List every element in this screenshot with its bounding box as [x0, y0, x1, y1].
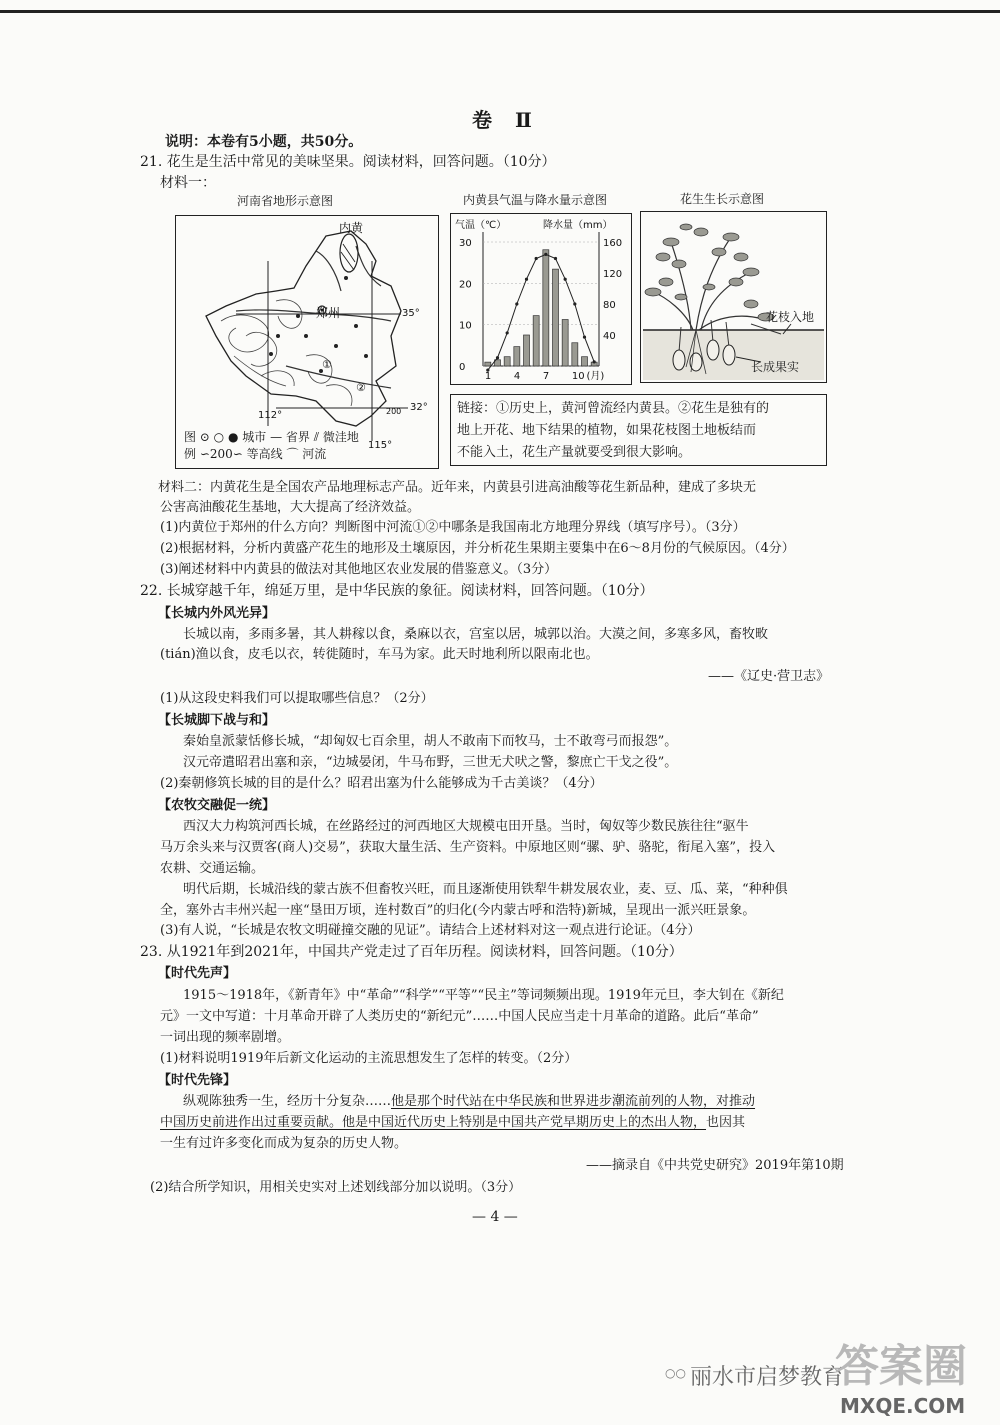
q23-question1: (1)材料说明1919年后新文化运动的主流思想发生了怎样的转变。（2分）: [160, 1051, 578, 1066]
left-axis-title: 气温（℃）: [455, 220, 507, 231]
temperature-point: [593, 360, 596, 363]
q22-section1-line2: (tián)渔以食，皮毛以衣，转徙随时，车马为家。此天时地利所以限南北也。: [160, 647, 599, 662]
q23-stem: 23. 从1921年到2021年，中国共产党走过了百年历程。阅读材料，回答问题。（10分）: [140, 944, 683, 960]
q23-section2-line2-underlined: 中国历史前进作出过重要贡献。他是中国近代历史上特别是中国共产党早期历史上的杰出人物，: [160, 1115, 707, 1130]
q21-question2: (2)根据材料，分析内黄盛产花生的地形及土壤原因，并分析花生果期主要集中在6～8月份的气候原因。（4分）: [160, 541, 795, 556]
rivers: [236, 246, 391, 388]
map-caption: 河南省地形示意图: [237, 194, 334, 208]
label-contour200: 200: [386, 407, 402, 416]
label-lon115: 115°: [368, 440, 393, 451]
q22-section2-line2: 汉元帝遣昭君出塞和亲，“边城晏闭，牛马布野，三世无犬吠之警，黎庶亡干戈之役”。: [183, 755, 678, 770]
temperature-point: [515, 302, 518, 305]
q22-question3: (3)有人说，“长城是农牧文明碰撞交融的见证”。请结合上述材料对这一观点进行论证。（4分）: [160, 923, 701, 938]
watermark-site: MXQE.COM: [840, 1394, 966, 1418]
link-line1: 链接：①历史上，黄河曾流经内黄县。②花生是独有的: [457, 401, 770, 416]
label-lon112: 112°: [258, 410, 283, 421]
city-dots: [269, 276, 368, 373]
precip-bar: [485, 362, 491, 366]
q22-section3-title: 【农牧交融促一统】: [158, 798, 276, 813]
q22-question2: (2)秦朝修筑长城的目的是什么？昭君出塞为什么能够成为千古美谈？（4分）: [160, 776, 603, 791]
temperature-point: [535, 257, 538, 260]
precip-bar: [572, 343, 578, 366]
link-line2: 地上开花、地下结果的植物，如果花枝图土地板结而: [457, 423, 757, 438]
x-tick-label: 4: [513, 371, 521, 382]
link-line3: 不能入土，花生产量就要受到很大影响。: [457, 445, 692, 460]
precip-bar: [504, 357, 510, 366]
right-axis-title: 降水量（mm）: [543, 220, 613, 231]
temperature-point: [496, 356, 499, 359]
q21-question3: (3)阐述材料中内黄县的做法对其他地区农业发展的借鉴意义。（3分）: [160, 562, 558, 577]
q23-section2-line3: 一生有过许多变化而成为复杂的历史人物。: [160, 1136, 408, 1151]
left-tick-label: 0: [459, 362, 466, 373]
q23-section1-title: 【时代先声】: [158, 966, 237, 981]
q22-section2-title: 【长城脚下战与和】: [158, 713, 276, 728]
climate-chart-svg: [451, 214, 631, 384]
q23-section2-line1: [183, 1093, 755, 1110]
instructions: 说明：本卷有5小题，共50分。: [165, 134, 363, 150]
temperature-point: [506, 331, 509, 334]
precip-bar: [553, 269, 559, 366]
temperature-point: [544, 253, 547, 256]
q22-section3-line3: 农耕、交通运输。: [160, 861, 265, 876]
q22-section2-line1: 秦始皇派蒙恬修长城，“却匈奴七百余里，胡人不敢南下而牧马，士不敢弯弓而报怨”。: [183, 734, 678, 749]
precip-bar: [524, 335, 530, 366]
peanut-plant-svg: [641, 212, 826, 382]
right-tick-label: 160: [603, 238, 623, 249]
leaves: [645, 224, 774, 321]
q23-section1-line2: 元》一文中写道：十月革命开辟了人类历史的“新纪元”……中国人民应当走十月革命的道路。此后“革命”: [160, 1009, 759, 1024]
section-title: 卷 Ⅱ: [472, 108, 540, 132]
precip-bar: [562, 320, 568, 367]
peanut-growth-illustration: [640, 211, 827, 383]
precip-bar: [543, 250, 549, 366]
x-tick-label: (月): [586, 371, 605, 382]
q22-section1-title: 【长城内外风光异】: [158, 606, 276, 621]
q22-section3-line2: 马万余头来与汉贾客(商人)交易”，获取大量生活、生产资料。中原地区则“骡、驴、骆驼，衔尾入塞”，投入: [160, 840, 776, 855]
climate-caption: 内黄县气温与降水量示意图: [463, 193, 608, 207]
label-zhengzhou: 郑州: [316, 306, 341, 320]
temperature-point: [525, 278, 528, 281]
wechat-icon: ○○: [665, 1366, 686, 1380]
q23-question2: (2)结合所学知识，用相关史实对上述划线部分加以说明。（3分）: [150, 1180, 522, 1195]
henan-terrain-map: [175, 215, 439, 469]
label-lat35: 35°: [402, 308, 420, 319]
q23-section1-line1: 1915～1918年，《新青年》中“革命”“科学”“平等”“民主”等词频频出现。1919年元旦，李大钊在《新纪: [183, 988, 784, 1003]
q23-section2-source: ——摘录自《中共党史研究》2019年第10期: [586, 1158, 844, 1173]
x-tick-label: 7: [542, 371, 550, 382]
top-border-line: [0, 10, 1000, 13]
link-note-box: [450, 394, 827, 466]
temperature-point: [554, 257, 557, 260]
q22-section3-line1: 西汉大力构筑河西长城，在丝路经过的河西地区大规模屯田开垦。当时，匈奴等少数民族往往“驱牛: [183, 819, 749, 834]
q21-question1: (1)内黄位于郑州的什么方向？判断图中河流①②中哪条是我国南北方地理分界线（填写序号）。（3分）: [160, 520, 746, 535]
right-tick-label: 120: [603, 269, 623, 280]
watermark-seal: 答案圈: [835, 1341, 967, 1392]
q23-section2-line2-plain: 也因其: [706, 1115, 746, 1130]
q22-section1-line1: 长城以南，多雨多暑，其人耕稼以食，桑麻以衣，宫室以居，城郭以治。大漠之间，多寒多风，畜牧畋: [183, 627, 769, 642]
q22-section3-line5: 全，塞外古丰州兴起一座“垦田万顷，连村数百”的归化(今内蒙古呼和浩特)新城，呈现出一派兴旺景象。: [160, 903, 756, 918]
precip-bar: [533, 316, 539, 366]
left-tick-label: 30: [459, 238, 472, 249]
label-lat32: 32°: [410, 402, 428, 413]
q23-section1-line3: 一词出现的频率剧增。: [160, 1030, 291, 1045]
watermark-text: 丽水市启梦教育: [690, 1365, 845, 1390]
q23-section2-line2: [160, 1114, 745, 1131]
q22-section1-source: ——《辽史·营卫志》: [708, 669, 830, 684]
right-tick-label: 80: [603, 300, 616, 311]
q23-section2-line1-plain: 纵观陈独秀一生，经历十分复杂……: [183, 1094, 392, 1109]
climate-chart: [450, 213, 632, 385]
q22-question1: (1)从这段史料我们可以提取哪些信息？（2分）: [160, 691, 434, 706]
q21-material1-label: 材料一：: [160, 175, 216, 191]
map-legend-row2: 例 ∽200∽ 等高线 ⌒ 河流: [184, 447, 327, 461]
label-river1: ①: [322, 358, 332, 371]
q21-material2-line2: 公害高油酸花生基地，大大提高了经济效益。: [160, 500, 421, 515]
temperature-line: [488, 254, 594, 370]
x-tick-label: 1: [484, 371, 492, 382]
temperature-point: [583, 335, 586, 338]
plant-caption: 花生生长示意图: [680, 192, 765, 206]
q22-stem: 22. 长城穿越千年，绵延万里，是中华民族的象征。阅读材料，回答问题。（10分）: [140, 583, 654, 599]
q21-stem: 21. 花生是生活中常见的美味坚果。阅读材料，回答问题。（10分）: [140, 154, 556, 170]
right-tick-label: 40: [603, 331, 616, 342]
left-tick-label: 10: [459, 320, 472, 332]
x-tick-label: 10: [571, 371, 585, 382]
precip-bar: [514, 347, 520, 366]
q22-section3-line4: 明代后期，长城沿线的蒙古族不但畜牧兴旺，而且逐渐使用铁犁牛耕发展农业，麦、豆、瓜、菜，“种种俱: [183, 882, 788, 897]
temperature-point: [573, 302, 576, 305]
temperature-point: [564, 278, 567, 281]
map-legend-row1: 图 ⊙ ○ ● 城市 — 省界 ⫽ 微洼地: [184, 430, 359, 444]
label-fruit: 长成果实: [751, 360, 800, 374]
q23-section2-line1-underlined: 他是那个时代站在中华民族和世界进步潮流前列的人物，对推动: [391, 1094, 756, 1109]
q21-material2-line1: 材料二：内黄花生是全国农产品地理标志产品。近年来，内黄县引进高油酸等花生新品种，建成了多块无: [158, 480, 757, 495]
page-number: — 4 —: [472, 1209, 518, 1225]
q23-section2-title: 【时代先锋】: [158, 1073, 237, 1088]
precip-bar: [582, 357, 588, 366]
label-neihuang: 内黄: [339, 221, 364, 235]
label-flower-into-ground: 花枝入地: [766, 310, 815, 324]
label-river2: ②: [356, 381, 366, 394]
left-tick-label: 20: [459, 279, 472, 291]
